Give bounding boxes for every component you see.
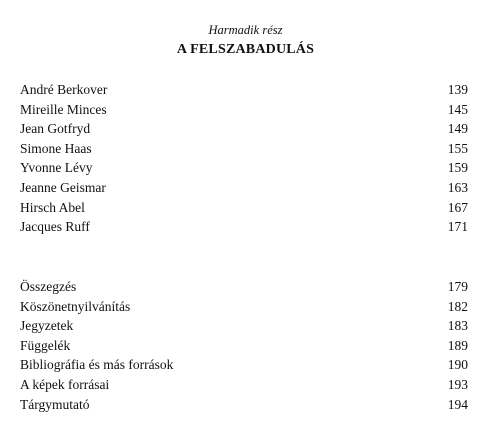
- toc-list-chapters: [20, 80, 468, 237]
- toc-entry-title: Tárgymutató: [20, 396, 90, 412]
- toc-entry-title: André Berkover: [20, 82, 108, 97]
- toc-entry-title: Hirsch Abel: [20, 199, 85, 215]
- toc-entry: [20, 178, 468, 198]
- toc-entry-page: 167: [447, 199, 468, 215]
- toc-entry-title: Simone Haas: [20, 140, 92, 156]
- toc-entry-title: Köszönetnyilvánítás: [20, 298, 131, 314]
- toc-entry-page: 183: [447, 318, 468, 334]
- toc-entry-title: Jegyzetek: [20, 318, 74, 334]
- toc-entry-title: A képek forrásai: [20, 376, 110, 392]
- toc-entry-title: Összegzés: [20, 279, 77, 294]
- toc-entry: [20, 139, 468, 159]
- toc-entry-page: 163: [447, 179, 468, 195]
- toc-entry-title: Függelék: [20, 337, 71, 353]
- toc-list-backmatter: [20, 277, 468, 414]
- toc-entry: [20, 119, 468, 139]
- part-label: Harmadik rész: [208, 23, 283, 37]
- toc-entry: [20, 80, 468, 100]
- toc-entry-page: 171: [447, 219, 468, 235]
- toc-entry: [20, 198, 468, 218]
- toc-entry-page: 179: [447, 279, 468, 294]
- toc-entry: [20, 355, 468, 375]
- toc-entry: [20, 297, 468, 317]
- toc-entry-page: 155: [447, 140, 468, 156]
- toc-entry: [20, 375, 468, 395]
- toc-entry-page: 139: [447, 82, 468, 97]
- toc-entry-page: 193: [447, 376, 468, 392]
- section-title: A FELSZABADULÁS: [176, 42, 315, 57]
- toc-entry-page: 189: [447, 337, 468, 353]
- toc-entry-page: 190: [447, 357, 468, 373]
- toc-entry: [20, 217, 468, 237]
- toc-entry-page: 159: [447, 160, 468, 176]
- toc-entry-title: Jean Gotfryd: [20, 121, 91, 137]
- toc-entry-title: Mireille Minces: [20, 101, 107, 117]
- toc-entry-page: 145: [447, 101, 468, 117]
- toc-entry: [20, 395, 468, 415]
- toc-entry-title: Bibliográfia és más források: [20, 357, 174, 373]
- toc-entry-page: 194: [447, 396, 468, 412]
- toc-entry: [20, 316, 468, 336]
- toc-entry-title: Jeanne Geismar: [20, 179, 106, 195]
- toc-entry: [20, 277, 468, 297]
- toc-entry-title: Jacques Ruff: [20, 219, 90, 235]
- toc-entry-title: Yvonne Lévy: [20, 160, 93, 176]
- toc-entry-page: 149: [447, 121, 468, 137]
- toc-entry: [20, 100, 468, 120]
- toc-entry: [20, 158, 468, 178]
- toc-entry: [20, 336, 468, 356]
- toc-entry-page: 182: [447, 298, 468, 314]
